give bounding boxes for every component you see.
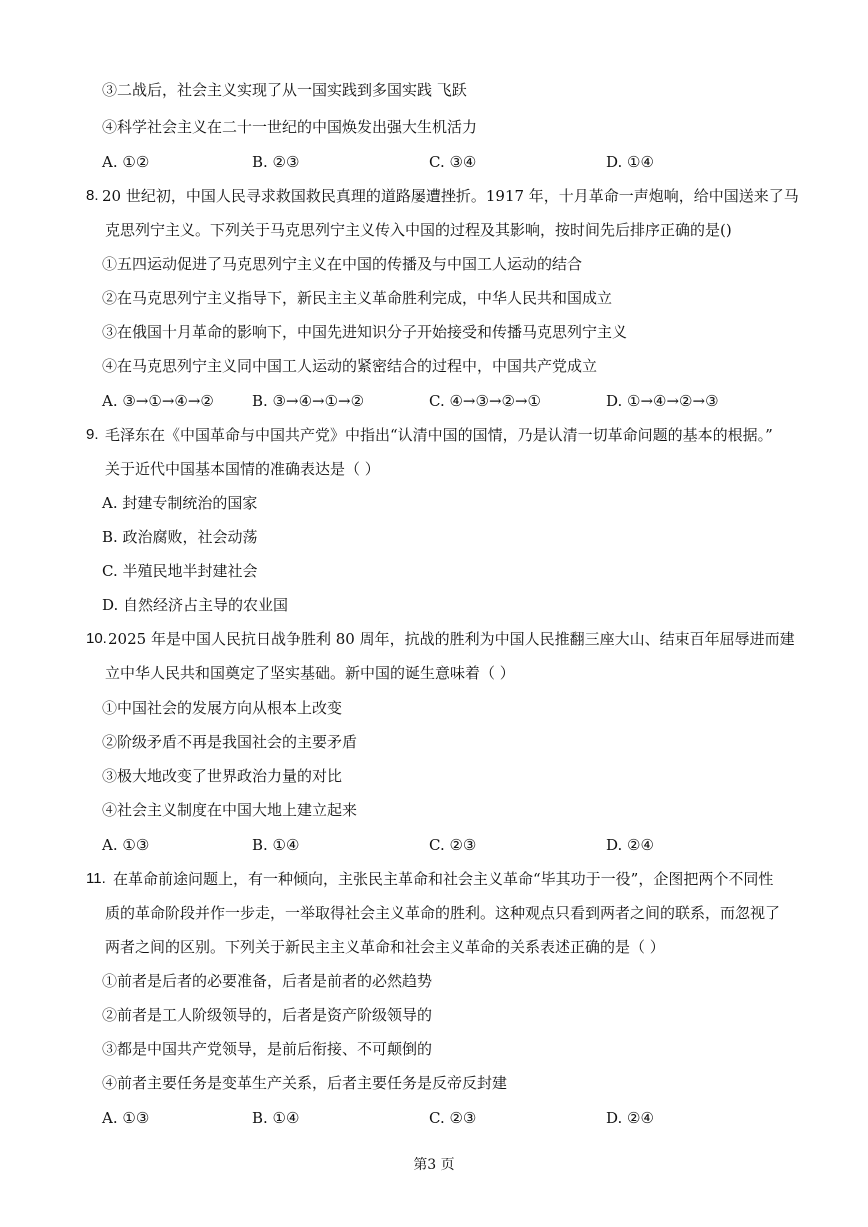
q10-number: 10. bbox=[86, 630, 107, 647]
q8-option-b: B. ③→④→①→② bbox=[252, 392, 365, 410]
q10-item-3: ③极大地改变了世界政治力量的对比 bbox=[102, 767, 343, 785]
q8-option-d: D. ①→④→②→③ bbox=[606, 392, 719, 410]
q11-option-c: C. ②③ bbox=[429, 1109, 477, 1127]
q9-option-a: A. 封建专制统治的国家 bbox=[102, 494, 258, 512]
q11-stem-line-3: 两者之间的区别。下列关于新民主主义革命和社会主义革命的关系表述正确的是（ ） bbox=[105, 938, 665, 956]
q7-item-3: ③二战后，社会主义实现了从一国实践到多国实践 飞跃 bbox=[102, 81, 467, 99]
q7-item-4: ④科学社会主义在二十一世纪的中国焕发出强大生机活力 bbox=[102, 118, 478, 136]
q11-item-3: ③都是中国共产党领导，是前后衔接、不可颠倒的 bbox=[102, 1040, 433, 1058]
q11-item-2: ②前者是工人阶级领导的，后者是资产阶级领导的 bbox=[102, 1006, 433, 1024]
q10-item-4: ④社会主义制度在中国大地上建立起来 bbox=[102, 801, 358, 819]
q10-option-a: A. ①③ bbox=[102, 836, 150, 854]
q8-item-4: ④在马克思列宁主义同中国工人运动的紧密结合的过程中，中国共产党成立 bbox=[102, 357, 598, 375]
q11-option-b: B. ①④ bbox=[252, 1109, 300, 1127]
q8-number: 8. bbox=[86, 187, 99, 204]
q10-item-1: ①中国社会的发展方向从根本上改变 bbox=[102, 699, 343, 717]
q8-option-a: A. ③→①→④→② bbox=[102, 392, 214, 410]
q11-item-4: ④前者主要任务是变革生产关系，后者主要任务是反帝反封建 bbox=[102, 1074, 508, 1092]
q10-item-2: ②阶级矛盾不再是我国社会的主要矛盾 bbox=[102, 733, 358, 751]
q8-stem-line-2: 克思列宁主义。下列关于马克思列宁主义传入中国的过程及其影响，按时间先后排序正确的是() bbox=[105, 221, 732, 239]
q10-option-d: D. ②④ bbox=[606, 836, 654, 854]
q11-stem-line-2: 质的革命阶段并作一步走，一举取得社会主义革命的胜利。这种观点只看到两者之间的联系，而忽视了 bbox=[105, 904, 781, 922]
q8-item-1: ①五四运动促进了马克思列宁主义在中国的传播及与中国工人运动的结合 bbox=[102, 255, 583, 273]
q10-stem-line-1: 2025 年是中国人民抗日战争胜利 80 周年，抗战的胜利为中国人民推翻三座大山、结束百年屈辱进而建 bbox=[108, 630, 795, 648]
q7-option-d: D. ①④ bbox=[606, 153, 654, 171]
q10-stem-line-2: 立中华人民共和国奠定了坚实基础。新中国的诞生意味着（ ） bbox=[105, 664, 515, 682]
q11-option-a: A. ①③ bbox=[102, 1109, 150, 1127]
page-number: 第3 页 bbox=[413, 1157, 455, 1173]
q8-item-2: ②在马克思列宁主义指导下，新民主主义革命胜利完成，中华人民共和国成立 bbox=[102, 289, 613, 307]
q9-option-c: C. 半殖民地半封建社会 bbox=[102, 562, 258, 580]
q9-option-d: D. 自然经济占主导的农业国 bbox=[102, 596, 289, 614]
q11-number: 11. bbox=[86, 870, 106, 887]
q10-option-c: C. ②③ bbox=[429, 836, 477, 854]
q7-option-a: A. ①② bbox=[102, 153, 150, 171]
q11-option-d: D. ②④ bbox=[606, 1109, 654, 1127]
q11-item-1: ①前者是后者的必要准备，后者是前者的必然趋势 bbox=[102, 972, 433, 990]
q9-stem-line-1: 毛泽东在《中国革命与中国共产党》中指出“认清中国的国情，乃是认清一切革命问题的基本的根据。” bbox=[105, 426, 773, 444]
q8-option-c: C. ④→③→②→① bbox=[429, 392, 541, 410]
q9-option-b: B. 政治腐败，社会动荡 bbox=[102, 528, 258, 546]
q8-stem-line-1: 20 世纪初，中国人民寻求救国救民真理的道路屡遭挫折。1917 年，十月革命一声炮响，给中国送来了马 bbox=[102, 187, 799, 205]
q10-option-b: B. ①④ bbox=[252, 836, 300, 854]
q9-stem-line-2: 关于近代中国基本国情的准确表达是（ ） bbox=[105, 460, 380, 478]
q7-option-b: B. ②③ bbox=[252, 153, 300, 171]
q7-option-c: C. ③④ bbox=[429, 153, 477, 171]
q9-number: 9. bbox=[86, 426, 99, 443]
q11-stem-line-1: 在革命前途问题上，有一种倾向，主张民主革命和社会主义革命“毕其功于一役”，企图把两个不同性 bbox=[113, 870, 774, 888]
q8-item-3: ③在俄国十月革命的影响下，中国先进知识分子开始接受和传播马克思列宁主义 bbox=[102, 323, 628, 341]
